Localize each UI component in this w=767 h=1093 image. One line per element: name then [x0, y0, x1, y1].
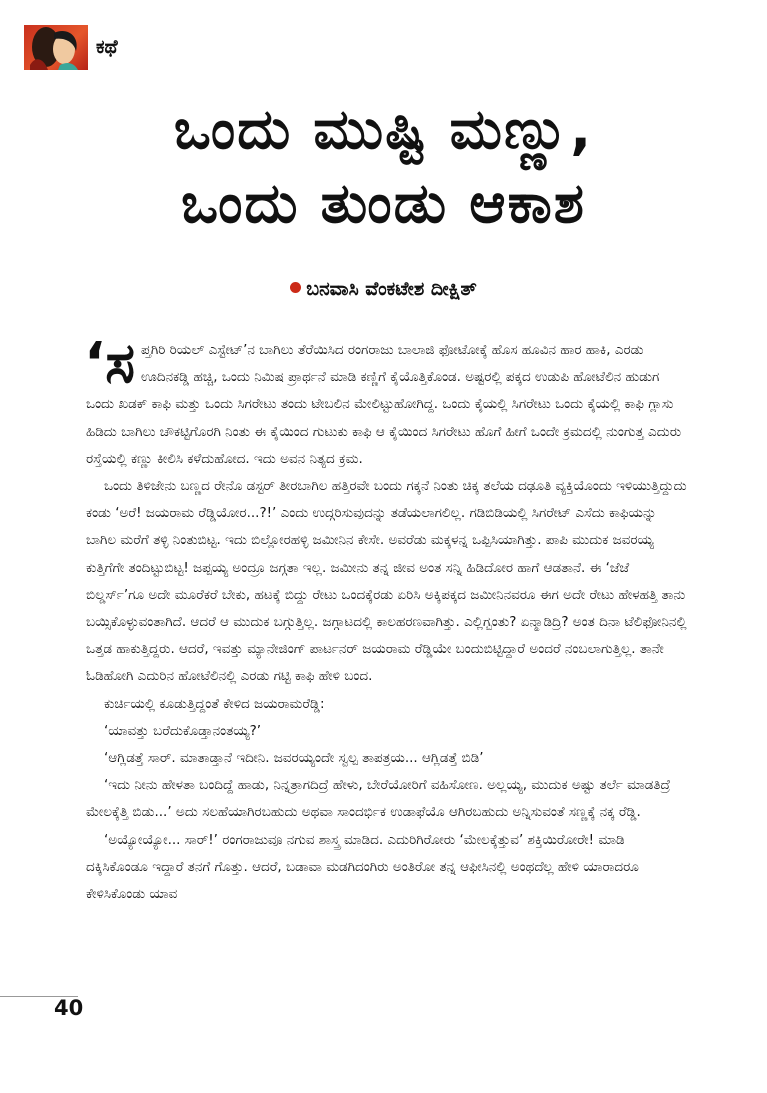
author-byline — [0, 278, 767, 300]
title-line-2: ಒಂದು ತುಂಡು ಆಕಾಶ — [181, 171, 586, 235]
title-line-1: ಒಂದು ಮುಷ್ಟಿ ಮಣ್ಣು, — [173, 97, 594, 161]
page-number: 40 — [54, 996, 84, 1020]
drop-cap: ‘ಸ — [84, 331, 136, 396]
section-label: ಕಥೆ — [96, 36, 118, 58]
paragraph-7: ‘ಅಯ್ಯೋಯ್ಯೋ... ಸಾರ್!’ ರಂಗರಾಜುವೂ ನಗುವ ಶಾಸ್ತ್ರ ಮಾಡಿದ. ಎದುರಿಗಿರೋರು ‘ಮೇಲಕ್ಕೆತ್ತುವ’ ಶಕ್ತಿಯಿರೋರೇ! ಮಾಡಿ ದಕ್ಕಿಸಿಕೊಂಡೂ ಇದ್ದಾರೆ ತನಗೆ ಗೊತ್ತು. ಆದರೆ, ಬಡಾವಾ ಮಡಗಿದಂಗಿರು ಅಂತಿರೋ ತನ್ನ ಆಫೀಸಿನಲ್ಲಿ ಅಂಥದೆಲ್ಲ ಹೇಳಿ ಯಾರಾದರೂ ಕೇಳಿಸಿಕೊಂಡು ಯಾವ — [86, 831, 639, 903]
paragraph-3: ಕುರ್ಚಿಯಲ್ಲಿ ಕೂಡುತ್ತಿದ್ದಂತೆ ಕೇಳಿದ ಜಯರಾಮರೆಡ್ಡಿ: — [104, 695, 325, 712]
paragraph-4: ‘ಯಾವತ್ತು ಬರೆದುಕೊಡ್ತಾನಂತಯ್ಯ?’ — [104, 722, 262, 739]
author-name: ಬನವಾಸಿ ವೆಂಕಟೇಶ ದೀಕ್ಷಿತ್ — [306, 278, 477, 300]
story-title — [0, 92, 767, 240]
paragraph-2: ಒಂದು ತಿಳಿಜೇನು ಬಣ್ಣದ ರೇನೊ ಡಸ್ಟರ್ ತೀರಬಾಗಿಲ ಹತ್ತಿರವೇ ಬಂದು ಗಕ್ಕನೆ ನಿಂತು ಚಿಕ್ಕ ತಲೆಯ ದಢೂತಿ ವ್ಯಕ್ತಿಯೊಂದು ಇಳಿಯುತ್ತಿದ್ದುದು ಕಂಡು ‘ಅರೆ! ಜಯರಾಮ ರೆಡ್ಡಿಯೋರ...?!’ ಎಂದು ಉದ್ಗರಿಸುವುದನ್ನು ತಡೆಯಲಾಗಲಿಲ್ಲ. ಗಡಿಬಿಡಿಯಲ್ಲಿ ಸಿಗರೇಟ್ ಎಸೆದು ಕಾಫಿಯನ್ನು ಬಾಗಿಲ ಮರೆಗೆ ತಳ್ಳಿ ನಿಂತುಬಿಟ್ಟ. ಇದು ಬಿಲ್ಲೋರಹಳ್ಳಿ ಜಮೀನಿನ ಕೇಸೇ. ಅವರೆಡು ಮಕ್ಕಳನ್ನ ಒಪ್ಪಿಸಿಯಾಗಿತ್ತು. ಪಾಪಿ ಮುದುಕ ಜವರಯ್ಯ ಕುತ್ತಿಗೆಗೇ ತಂದಿಟ್ಟುಬಿಟ್ಟ! ಜಪ್ಪಯ್ಯ ಅಂದ್ರೂ ಜಗ್ಗತಾ ಇಲ್ಲ. ಜಮೀನು ತನ್ನ ಜೀವ ಅಂತ ಸನ್ನಿ ಹಿಡಿದೋರ ಹಾಗೆ ಆಡತಾನೆ. ಈ ‘ಜೆಜೆ ಬಿಲ್ಡರ್ಸ್’ಗೂ ಅದೇ ಮೂರೆಕರೆ ಬೇಕು, ಹಟಕ್ಕೆ ಬಿದ್ದು ರೇಟು ಒಂದಕ್ಕೆರಡು ಏರಿಸಿ ಅಕ್ಕಿಪಕ್ಕದ ಜಮೀನಿನವರೂ ಈಗ ಅದೇ ರೇಟು ಹೇಳಹತ್ತಿ ತಾನು ಬಯ್ಸಿಕೊಳ್ಳುವಂತಾಗಿದೆ. ಆದರೆ ಆ ಮುದುಕ ಬಗ್ಗುತ್ತಿಲ್ಲ. ಜಗ್ಗಾಟದಲ್ಲಿ ಕಾಲಹರಣವಾಗಿತ್ತು. ಎಲ್ಲಿಗ್ಬಂತು? ಏನ್ಮಾಡಿದ್ರಿ? ಅಂತ ದಿನಾ ಟೆಲಿಫೋನಿನಲ್ಲಿ ಒತ್ತಡ ಹಾಕುತ್ತಿದ್ದರು. ಆದರೆ, ಇವತ್ತು ಮ್ಯಾನೇಜಿಂಗ್ ಪಾರ್ಟನರ್ ಜಯರಾಮ ರೆಡ್ಡಿಯೇ ಬಂದುಬಿಟ್ಟಿದ್ದಾರೆ ಅಂದರೆ ನಂಬಲಾಗುತ್ತಿಲ್ಲ. ತಾನೇ ಓಡಿಹೋಗಿ ಎದುರಿನ ಹೋಟೆಲಿನಲ್ಲಿ ಎರಡು ಗಟ್ಟಿ ಕಾಫಿ ಹೇಳಿ ಬಂದ. — [86, 478, 687, 685]
paragraph-5: ‘ಆಗ್ಲಿಡತ್ತೆ ಸಾರ್. ಮಾತಾಡ್ತಾನೆ ಇದೀನಿ. ಜವರಯ್ಯಂದೇ ಸ್ವಲ್ಪ ತಾಪತ್ರಯ... ಆಗ್ಲಿಡತ್ತೆ ಬಿಡಿ’ — [104, 750, 484, 767]
section-logo — [24, 25, 88, 70]
paragraph-1 — [84, 331, 688, 473]
paragraph-6: ‘ಇದು ನೀನು ಹೇಳತಾ ಬಂದಿದ್ದೆ ಹಾಡು, ನಿನ್ನತ್ರಾಗದಿದ್ರೆ ಹೇಳು, ಬೇರೆಯೋರಿಗೆ ವಹಿಸೋಣ. ಅಲ್ಲಯ್ಯ, ಮುದುಕ ಅಷ್ಟು ತರ್ಲೆ ಮಾಡತಿದ್ರೆ ಮೇಲಕ್ಕೆತ್ತಿ ಬಿಡು...’ ಅದು ಸಲಹೆಯಾಗಿರಬಹುದು ಅಥವಾ ಸಾಂದರ್ಭಿಕ ಉಡಾಫೆಯೊ ಆಗಿರಬಹುದು ಅನ್ನಿಸುವಂತೆ ಸಣ್ಣಕ್ಕೆ ನಕ್ಕ ರೆಡ್ಡಿ. — [86, 777, 671, 821]
story-body — [84, 331, 688, 908]
paragraph-1-text: ಪ್ತಗಿರಿ ರಿಯಲ್ ಎಸ್ಟೇಟ್’ನ ಬಾಗಿಲು ತೆರೆಯಿಸಿದ ರಂಗರಾಜು ಬಾಲಾಜಿ ಫೋಟೋಕ್ಕೆ ಹೊಸ ಹೂವಿನ ಹಾರ ಹಾಕಿ, ಎರಡು ಊದಿನಕಡ್ಡಿ ಹಚ್ಚಿ, ಒಂದು ನಿಮಿಷ ಪ್ರಾರ್ಥನೆ ಮಾಡಿ ಕಣ್ಣಿಗೆ ಕೈಯೊತ್ತಿಕೊಂಡ. ಅಷ್ಟರಲ್ಲಿ ಪಕ್ಕದ ಉಡುಪಿ ಹೋಟೆಲಿನ ಹುಡುಗ ಒಂದು ಖಡಕ್ ಕಾಫಿ ಮತ್ತು ಒಂದು ಸಿಗರೇಟು ತಂದು ಟೇಬಲಿನ ಮೇಲಿಟ್ಟುಹೋಗಿದ್ದ. ಒಂದು ಕೈಯಲ್ಲಿ ಸಿಗರೇಟು ಒಂದು ಕೈಯಲ್ಲಿ ಕಾಫಿ ಗ್ಲಾಸು ಹಿಡಿದು ಬಾಗಿಲು ಚೌಕಟ್ಟಿಗೊರಗಿ ನಿಂತು ಈ ಕೈಯಿಂದ ಗುಟುಕು ಕಾಫಿ ಆ ಕೈಯಿಂದ ಸಿಗರೇಟು ಹೊಗೆ ಹೀಗೆ ಒಂದೇ ಕ್ರಮದಲ್ಲಿ ನುಂಗುತ್ತ ಎದುರು ರಸ್ತೆಯಲ್ಲಿ ಕಣ್ಣು ಕೀಲಿಸಿ ಕಳೆದುಹೋದ. ಇದು ಅವನ ನಿತ್ಯದ ಕ್ರಮ. — [86, 342, 682, 467]
byline-bullet — [290, 282, 301, 293]
